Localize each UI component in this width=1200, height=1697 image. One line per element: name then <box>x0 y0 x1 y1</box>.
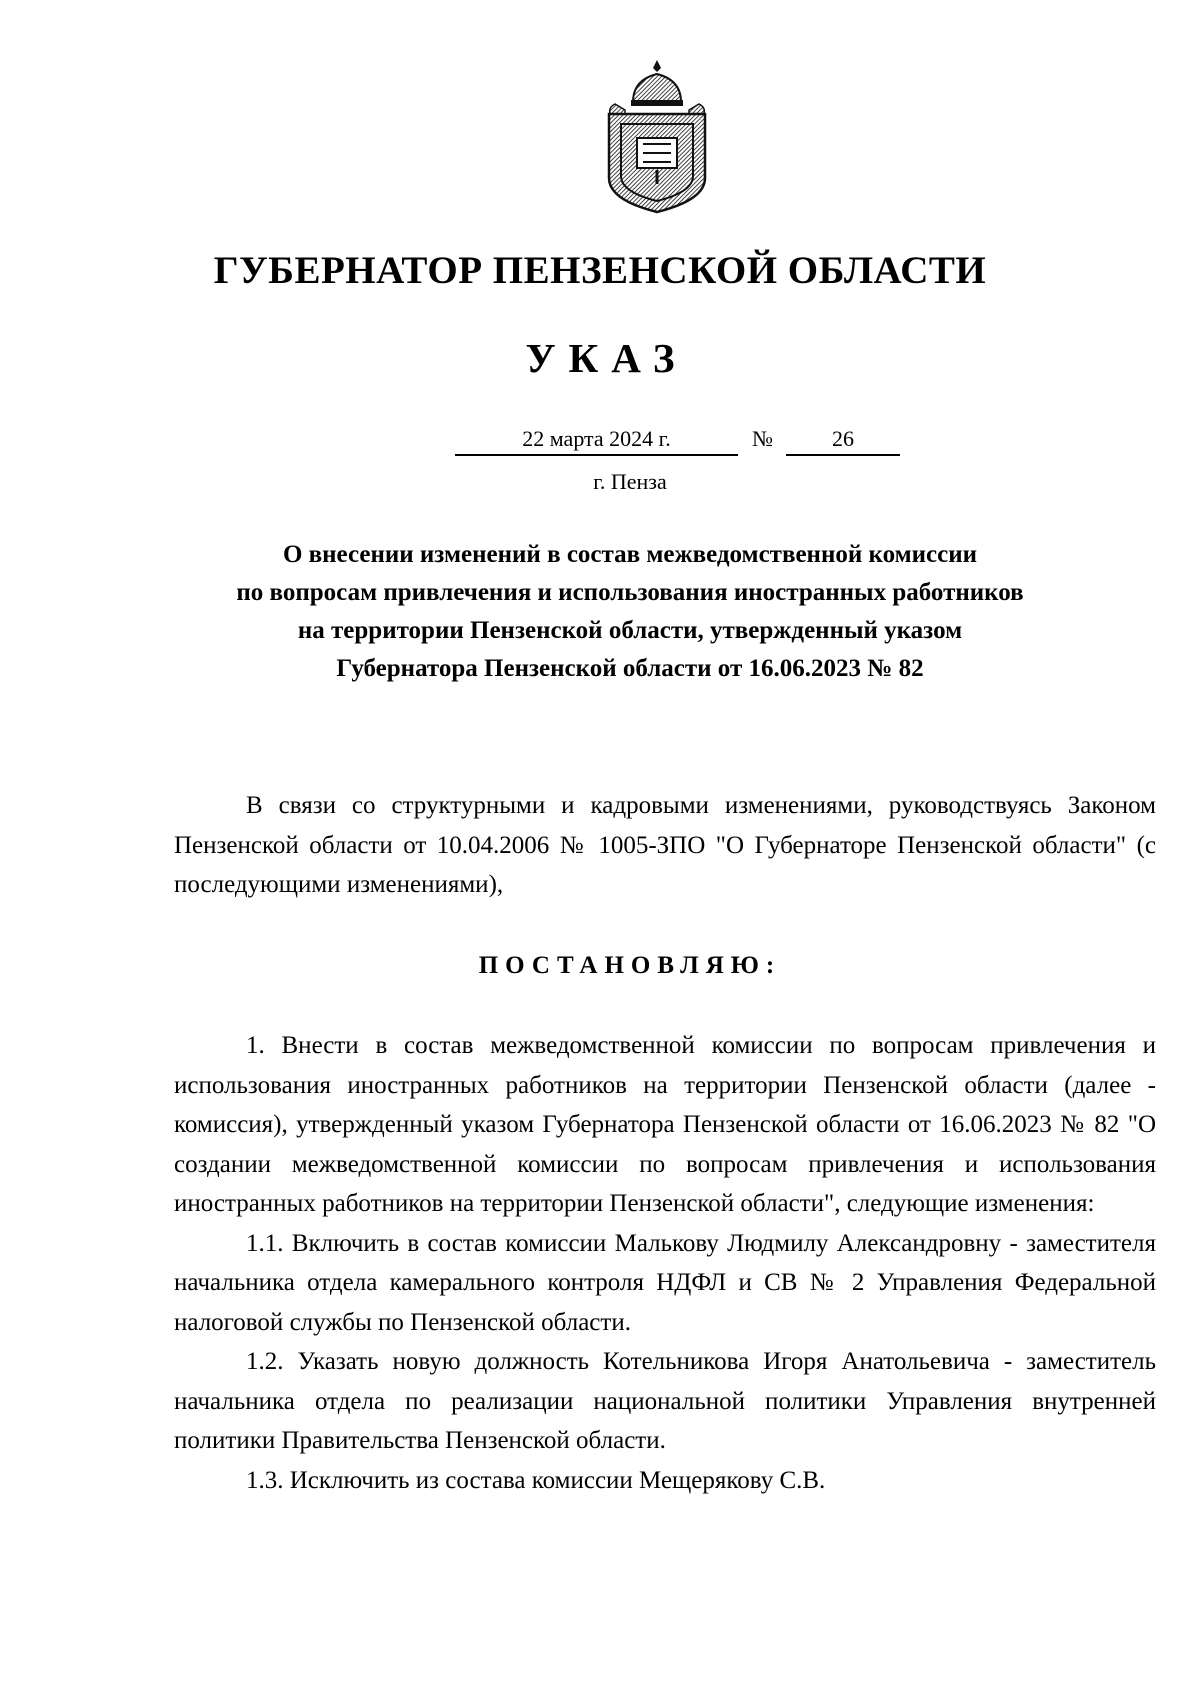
number-sign: № <box>752 426 773 451</box>
document-date: 22 марта 2024 г. <box>455 425 738 456</box>
subject-line: на территории Пензенской области, утвержденный указом <box>297 617 963 644</box>
subject-line: Губернатора Пензенской области от 16.06.2023 № 82 <box>336 655 924 682</box>
item-paragraph: 1.1. Включить в состав комиссии Малькову Людмилу Александровну - заместителя начальника отдела камерального контроля НДФЛ и СВ № 2 Управления Федеральной налоговой службы по Пензенской области. <box>174 1229 1156 1336</box>
issuer-title: ГУБЕРНАТОР ПЕНЗЕНСКОЙ ОБЛАСТИ <box>213 249 987 292</box>
preamble-block <box>174 786 1156 905</box>
document-meta <box>0 425 1200 457</box>
document-type: УКАЗ <box>525 335 688 381</box>
decree-heading: ПОСТАНОВЛЯЮ: <box>478 952 782 979</box>
subject-line: по вопросам привлечения и использования иностранных работников <box>236 579 1024 606</box>
subject-line: О внесении изменений в состав межведомственной комиссии <box>282 541 978 568</box>
preamble-paragraph: В связи со структурными и кадровыми изменениями, руководствуясь Законом Пензенской области от 10.04.2006 № 1005-ЗПО "О Губернаторе Пензенской области" (с последующими изменениями), <box>174 792 1156 898</box>
issue-place: г. Пенза <box>593 469 667 494</box>
item-paragraph: 1. Внести в состав межведомственной комиссии по вопросам привлечения и использования иностранных работников на территории Пензенской области (далее - комиссия), утвержденный указом Губернатора Пензенской области от 16.06.2023 № 82 "О создании межведомственной комиссии по вопросам привлечения и использования иностранных работников на территории Пензенской области", следующие изменения: <box>174 1032 1156 1217</box>
item-paragraph: 1.2. Указать новую должность Котельникова Игоря Анатольевича - заместитель начальника отдела по реализации национальной политики Управления внутренней политики Правительства Пензенской области. <box>174 1348 1156 1454</box>
document-number: 26 <box>786 425 900 456</box>
coat-of-arms-emblem-icon <box>603 58 711 216</box>
document-subject <box>0 536 1200 688</box>
decree-items <box>174 1026 1156 1500</box>
item-paragraph: 1.3. Исключить из состава комиссии Мещерякову С.В. <box>246 1466 826 1494</box>
